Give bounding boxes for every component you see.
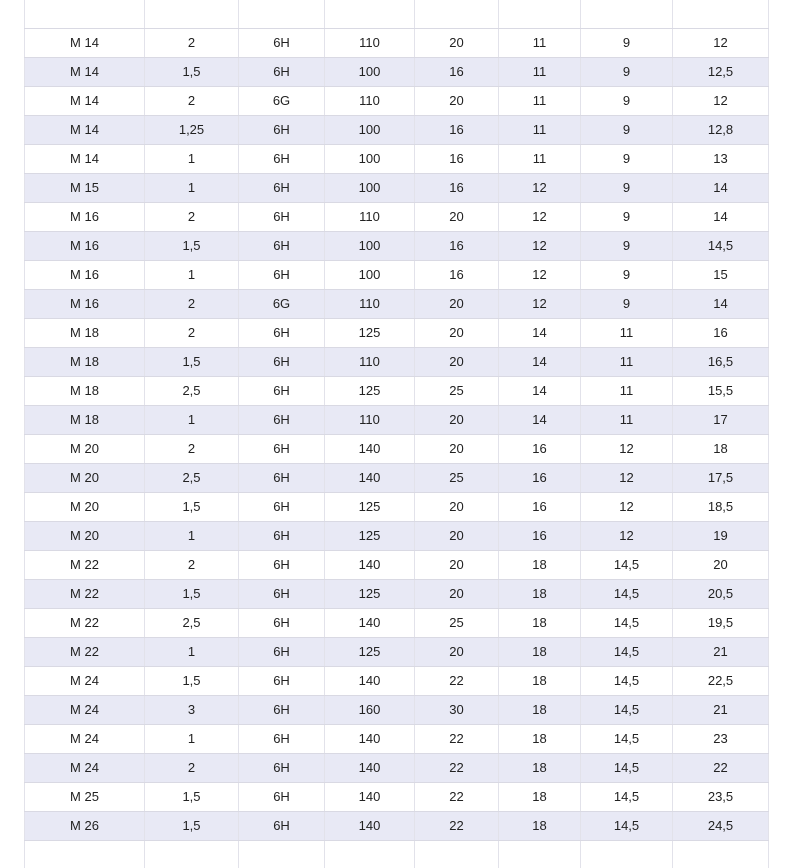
table-cell-tolerance: 6H (239, 550, 325, 579)
table-cell-length_b: 30 (415, 695, 499, 724)
table-cell-dim_e: 18,5 (673, 492, 769, 521)
table-cell-dim_d (581, 840, 673, 868)
table-cell-dim_e: 21 (673, 695, 769, 724)
table-cell-length_a: 100 (325, 173, 415, 202)
table-cell-pitch: 1,5 (145, 579, 239, 608)
table-cell-length_b: 20 (415, 318, 499, 347)
table-cell-pitch: 1 (145, 521, 239, 550)
table-row-partial-top (25, 0, 769, 28)
table-cell-tolerance (239, 840, 325, 868)
table-cell-length_a: 140 (325, 550, 415, 579)
table-row (25, 115, 769, 144)
table-cell-dim_e: 24,5 (673, 811, 769, 840)
table-cell-thread_size: M 20 (25, 463, 145, 492)
table-cell-dim_e: 12,8 (673, 115, 769, 144)
table-cell-dim_d: 9 (581, 86, 673, 115)
table-cell-length_b: 20 (415, 637, 499, 666)
table-cell-tolerance: 6H (239, 260, 325, 289)
table-cell-dim_e: 14,5 (673, 231, 769, 260)
table-cell-tolerance: 6H (239, 811, 325, 840)
table-cell-thread_size: M 14 (25, 115, 145, 144)
table-cell-length_a: 110 (325, 347, 415, 376)
table-cell-length_a: 125 (325, 376, 415, 405)
table-cell-dim_c: 18 (499, 695, 581, 724)
table-cell-dim_e: 22,5 (673, 666, 769, 695)
table-cell-dim_e: 15 (673, 260, 769, 289)
table-cell-length_a: 110 (325, 86, 415, 115)
table-row (25, 202, 769, 231)
table-cell-tolerance: 6H (239, 202, 325, 231)
table-cell-thread_size: M 14 (25, 28, 145, 57)
table-cell-pitch: 2 (145, 550, 239, 579)
table-cell-dim_d: 14,5 (581, 608, 673, 637)
table-cell-length_b: 20 (415, 28, 499, 57)
table-row (25, 289, 769, 318)
table-cell-pitch: 1,5 (145, 666, 239, 695)
table-cell-tolerance: 6H (239, 492, 325, 521)
table-row (25, 347, 769, 376)
table-cell-thread_size: M 16 (25, 289, 145, 318)
table-cell-thread_size: M 22 (25, 608, 145, 637)
table-cell-dim_e: 19 (673, 521, 769, 550)
table-row (25, 173, 769, 202)
table-cell-tolerance: 6G (239, 289, 325, 318)
table-cell-length_a: 110 (325, 202, 415, 231)
table-row (25, 434, 769, 463)
table-cell-length_b: 20 (415, 347, 499, 376)
table-cell-length_b: 22 (415, 666, 499, 695)
table-cell-length_a: 140 (325, 782, 415, 811)
table-cell-thread_size: M 18 (25, 405, 145, 434)
table-row (25, 637, 769, 666)
table-cell-dim_e: 17 (673, 405, 769, 434)
table-cell-tolerance: 6H (239, 405, 325, 434)
table-cell-pitch: 2 (145, 289, 239, 318)
table-cell-thread_size: M 14 (25, 144, 145, 173)
table-cell-dim_c (499, 0, 581, 28)
table-cell-dim_c: 18 (499, 637, 581, 666)
table-cell-dim_c: 18 (499, 608, 581, 637)
table-cell-dim_e: 23,5 (673, 782, 769, 811)
table-cell-dim_d: 9 (581, 57, 673, 86)
table-cell-tolerance: 6H (239, 57, 325, 86)
table-cell-pitch: 1 (145, 637, 239, 666)
table-cell-length_b: 20 (415, 405, 499, 434)
table-cell-length_a: 125 (325, 318, 415, 347)
table-cell-pitch: 2 (145, 434, 239, 463)
table-cell-length_b: 22 (415, 811, 499, 840)
table-cell-thread_size: M 26 (25, 811, 145, 840)
table-cell-thread_size: M 16 (25, 260, 145, 289)
table-cell-pitch: 1,5 (145, 811, 239, 840)
table-row (25, 753, 769, 782)
table-cell-length_a: 100 (325, 260, 415, 289)
table-row (25, 579, 769, 608)
table-cell-length_a: 110 (325, 28, 415, 57)
table-body (25, 0, 769, 868)
table-cell-pitch: 1,5 (145, 57, 239, 86)
table-row (25, 550, 769, 579)
table-cell-tolerance: 6H (239, 144, 325, 173)
table-cell-length_a: 125 (325, 579, 415, 608)
table-cell-dim_e: 17,5 (673, 463, 769, 492)
table-row (25, 695, 769, 724)
table-cell-dim_e: 18 (673, 434, 769, 463)
table-cell-dim_c: 12 (499, 173, 581, 202)
table-row (25, 318, 769, 347)
table-cell-dim_d: 12 (581, 463, 673, 492)
table-cell-dim_c: 18 (499, 666, 581, 695)
table-cell-dim_c: 14 (499, 347, 581, 376)
table-cell-tolerance: 6H (239, 115, 325, 144)
table-row (25, 666, 769, 695)
table-cell-thread_size: M 25 (25, 782, 145, 811)
table-cell-dim_c: 18 (499, 782, 581, 811)
table-row (25, 724, 769, 753)
table-cell-dim_c: 18 (499, 724, 581, 753)
table-cell-thread_size: M 24 (25, 666, 145, 695)
table-cell-dim_d: 14,5 (581, 782, 673, 811)
table-cell-thread_size: M 14 (25, 86, 145, 115)
table-cell-dim_e: 12 (673, 28, 769, 57)
table-cell-tolerance: 6H (239, 579, 325, 608)
table-cell-dim_d: 9 (581, 202, 673, 231)
table-cell-tolerance: 6H (239, 434, 325, 463)
table-cell-length_a: 140 (325, 811, 415, 840)
table-row (25, 260, 769, 289)
table-cell-dim_d: 11 (581, 405, 673, 434)
table-cell-length_a: 125 (325, 492, 415, 521)
table-cell-length_a: 125 (325, 637, 415, 666)
table-cell-pitch: 1 (145, 144, 239, 173)
table-cell-tolerance (239, 0, 325, 28)
table-cell-length_b: 20 (415, 550, 499, 579)
table-cell-length_a: 100 (325, 144, 415, 173)
table-cell-tolerance: 6H (239, 463, 325, 492)
table-cell-tolerance: 6H (239, 231, 325, 260)
table-cell-dim_d: 14,5 (581, 666, 673, 695)
table-cell-pitch: 2 (145, 753, 239, 782)
table-cell-length_b: 20 (415, 521, 499, 550)
table-cell-thread_size: M 15 (25, 173, 145, 202)
table-cell-pitch: 1 (145, 173, 239, 202)
table-cell-pitch: 2 (145, 318, 239, 347)
table-cell-dim_e: 12,5 (673, 57, 769, 86)
table-cell-length_a (325, 0, 415, 28)
table-cell-dim_e: 14 (673, 289, 769, 318)
table-cell-length_a: 125 (325, 521, 415, 550)
table-cell-thread_size: M 20 (25, 521, 145, 550)
table-cell-dim_c: 14 (499, 318, 581, 347)
table-cell-tolerance: 6H (239, 695, 325, 724)
table-cell-dim_d: 9 (581, 173, 673, 202)
table-row (25, 57, 769, 86)
table-row (25, 608, 769, 637)
table-cell-dim_d: 9 (581, 231, 673, 260)
table-cell-pitch: 3 (145, 695, 239, 724)
table-cell-thread_size: M 24 (25, 753, 145, 782)
table-cell-length_b: 20 (415, 434, 499, 463)
table-cell-dim_d: 14,5 (581, 724, 673, 753)
table-cell-pitch: 2 (145, 28, 239, 57)
table-cell-tolerance: 6H (239, 782, 325, 811)
table-cell-length_b: 20 (415, 202, 499, 231)
table-cell-length_a: 140 (325, 434, 415, 463)
table-cell-dim_d: 12 (581, 492, 673, 521)
table-row (25, 86, 769, 115)
table-cell-length_a: 100 (325, 57, 415, 86)
table-cell-length_a: 140 (325, 724, 415, 753)
table-cell-dim_c: 16 (499, 463, 581, 492)
table-cell-thread_size: M 16 (25, 202, 145, 231)
table-cell-dim_c: 14 (499, 405, 581, 434)
table-cell-length_b: 25 (415, 608, 499, 637)
table-cell-pitch (145, 0, 239, 28)
table-cell-length_b: 20 (415, 492, 499, 521)
table-cell-length_b: 22 (415, 753, 499, 782)
table-cell-dim_d: 11 (581, 376, 673, 405)
table-cell-pitch: 1 (145, 405, 239, 434)
table-row (25, 405, 769, 434)
table-cell-thread_size: M 20 (25, 492, 145, 521)
table-cell-pitch: 1,5 (145, 347, 239, 376)
table-cell-dim_d: 14,5 (581, 550, 673, 579)
table-cell-length_b: 16 (415, 57, 499, 86)
table-cell-dim_c: 16 (499, 492, 581, 521)
table-cell-tolerance: 6H (239, 724, 325, 753)
table-cell-dim_c: 11 (499, 57, 581, 86)
table-cell-dim_d: 12 (581, 521, 673, 550)
table-cell-pitch: 2,5 (145, 376, 239, 405)
table-cell-pitch: 2,5 (145, 608, 239, 637)
table-cell-dim_c: 11 (499, 115, 581, 144)
table-cell-tolerance: 6H (239, 28, 325, 57)
table-cell-thread_size: M 16 (25, 231, 145, 260)
table-cell-dim_c: 12 (499, 231, 581, 260)
table-cell-dim_d: 11 (581, 347, 673, 376)
table-cell-dim_d: 14,5 (581, 753, 673, 782)
table-cell-thread_size: M 18 (25, 347, 145, 376)
table-cell-tolerance: 6H (239, 173, 325, 202)
table-cell-dim_c: 18 (499, 753, 581, 782)
table-cell-pitch: 2 (145, 86, 239, 115)
table-row (25, 492, 769, 521)
table-cell-dim_d: 9 (581, 144, 673, 173)
table-cell-length_a: 140 (325, 463, 415, 492)
table-cell-dim_d: 14,5 (581, 811, 673, 840)
table-row (25, 463, 769, 492)
table-cell-length_b: 16 (415, 115, 499, 144)
table-cell-length_b: 22 (415, 782, 499, 811)
table-cell-dim_e: 12 (673, 86, 769, 115)
table-cell-pitch: 1,5 (145, 231, 239, 260)
table-cell-pitch: 2,5 (145, 463, 239, 492)
table-cell-dim_c: 11 (499, 28, 581, 57)
table-cell-thread_size: M 24 (25, 695, 145, 724)
table-cell-dim_e: 14 (673, 173, 769, 202)
table-cell-dim_c: 18 (499, 811, 581, 840)
table-cell-dim_e: 21 (673, 637, 769, 666)
table-cell-thread_size: M 14 (25, 57, 145, 86)
table-cell-length_a: 140 (325, 608, 415, 637)
table-cell-dim_e: 15,5 (673, 376, 769, 405)
table-cell-length_a: 110 (325, 405, 415, 434)
table-cell-tolerance: 6H (239, 521, 325, 550)
table-cell-pitch: 1 (145, 724, 239, 753)
table-cell-dim_d: 9 (581, 289, 673, 318)
table-cell-length_b: 16 (415, 260, 499, 289)
table-cell-thread_size: M 22 (25, 550, 145, 579)
table-cell-length_a: 160 (325, 695, 415, 724)
table-cell-dim_d: 9 (581, 28, 673, 57)
table-cell-length_a: 140 (325, 753, 415, 782)
table-cell-pitch (145, 840, 239, 868)
table-row (25, 521, 769, 550)
table-cell-length_b (415, 840, 499, 868)
table-cell-length_b: 20 (415, 289, 499, 318)
table-cell-tolerance: 6H (239, 347, 325, 376)
table-cell-length_b: 22 (415, 724, 499, 753)
table-cell-dim_c (499, 840, 581, 868)
table-cell-dim_d (581, 0, 673, 28)
table-cell-dim_c: 18 (499, 579, 581, 608)
table-cell-dim_c: 12 (499, 289, 581, 318)
specification-table (24, 0, 769, 868)
table-cell-thread_size: M 20 (25, 434, 145, 463)
table-cell-dim_c: 12 (499, 202, 581, 231)
table-cell-thread_size: M 22 (25, 637, 145, 666)
table-cell-dim_c: 14 (499, 376, 581, 405)
table-cell-dim_c: 11 (499, 86, 581, 115)
table-cell-pitch: 1,25 (145, 115, 239, 144)
table-cell-dim_e: 14 (673, 202, 769, 231)
table-cell-dim_e (673, 0, 769, 28)
table-cell-length_b: 20 (415, 86, 499, 115)
table-cell-dim_e: 22 (673, 753, 769, 782)
table-cell-dim_c: 16 (499, 521, 581, 550)
table-row (25, 144, 769, 173)
table-cell-thread_size: M 18 (25, 376, 145, 405)
table-cell-dim_e: 16,5 (673, 347, 769, 376)
table-cell-dim_e (673, 840, 769, 868)
table-cell-dim_d: 12 (581, 434, 673, 463)
table-cell-length_b: 25 (415, 376, 499, 405)
table-cell-dim_d: 9 (581, 260, 673, 289)
table-cell-length_b: 25 (415, 463, 499, 492)
table-cell-thread_size: M 22 (25, 579, 145, 608)
table-cell-length_a: 100 (325, 231, 415, 260)
table-cell-dim_c: 16 (499, 434, 581, 463)
table-cell-length_b: 16 (415, 231, 499, 260)
table-cell-dim_c: 18 (499, 550, 581, 579)
table-cell-length_a: 100 (325, 115, 415, 144)
table-cell-dim_e: 16 (673, 318, 769, 347)
table-row (25, 782, 769, 811)
table-cell-length_a (325, 840, 415, 868)
table-cell-length_a: 140 (325, 666, 415, 695)
table-row (25, 231, 769, 260)
table-cell-thread_size: M 24 (25, 724, 145, 753)
table-cell-tolerance: 6H (239, 666, 325, 695)
table-row (25, 28, 769, 57)
table-cell-thread_size (25, 0, 145, 28)
table-cell-dim_d: 11 (581, 318, 673, 347)
table-row (25, 376, 769, 405)
table-cell-tolerance: 6H (239, 376, 325, 405)
table-row (25, 811, 769, 840)
table-cell-length_b (415, 0, 499, 28)
table-row-partial-bottom (25, 840, 769, 868)
table-cell-dim_e: 13 (673, 144, 769, 173)
table-cell-tolerance: 6H (239, 637, 325, 666)
table-cell-dim_d: 14,5 (581, 695, 673, 724)
table-cell-tolerance: 6H (239, 753, 325, 782)
table-cell-thread_size: M 18 (25, 318, 145, 347)
table-cell-dim_c: 12 (499, 260, 581, 289)
table-cell-length_a: 110 (325, 289, 415, 318)
table-cell-length_b: 20 (415, 579, 499, 608)
table-cell-pitch: 2 (145, 202, 239, 231)
table-cell-pitch: 1,5 (145, 782, 239, 811)
table-cell-tolerance: 6H (239, 318, 325, 347)
table-cell-tolerance: 6G (239, 86, 325, 115)
table-cell-dim_e: 20,5 (673, 579, 769, 608)
table-cell-pitch: 1 (145, 260, 239, 289)
table-cell-dim_d: 14,5 (581, 637, 673, 666)
table-cell-dim_e: 20 (673, 550, 769, 579)
table-cell-pitch: 1,5 (145, 492, 239, 521)
table-cell-dim_d: 14,5 (581, 579, 673, 608)
table-cell-dim_e: 23 (673, 724, 769, 753)
table-cell-dim_c: 11 (499, 144, 581, 173)
table-cell-dim_d: 9 (581, 115, 673, 144)
table-cell-dim_e: 19,5 (673, 608, 769, 637)
table-cell-tolerance: 6H (239, 608, 325, 637)
table-cell-length_b: 16 (415, 144, 499, 173)
table-cell-thread_size (25, 840, 145, 868)
table-cell-length_b: 16 (415, 173, 499, 202)
